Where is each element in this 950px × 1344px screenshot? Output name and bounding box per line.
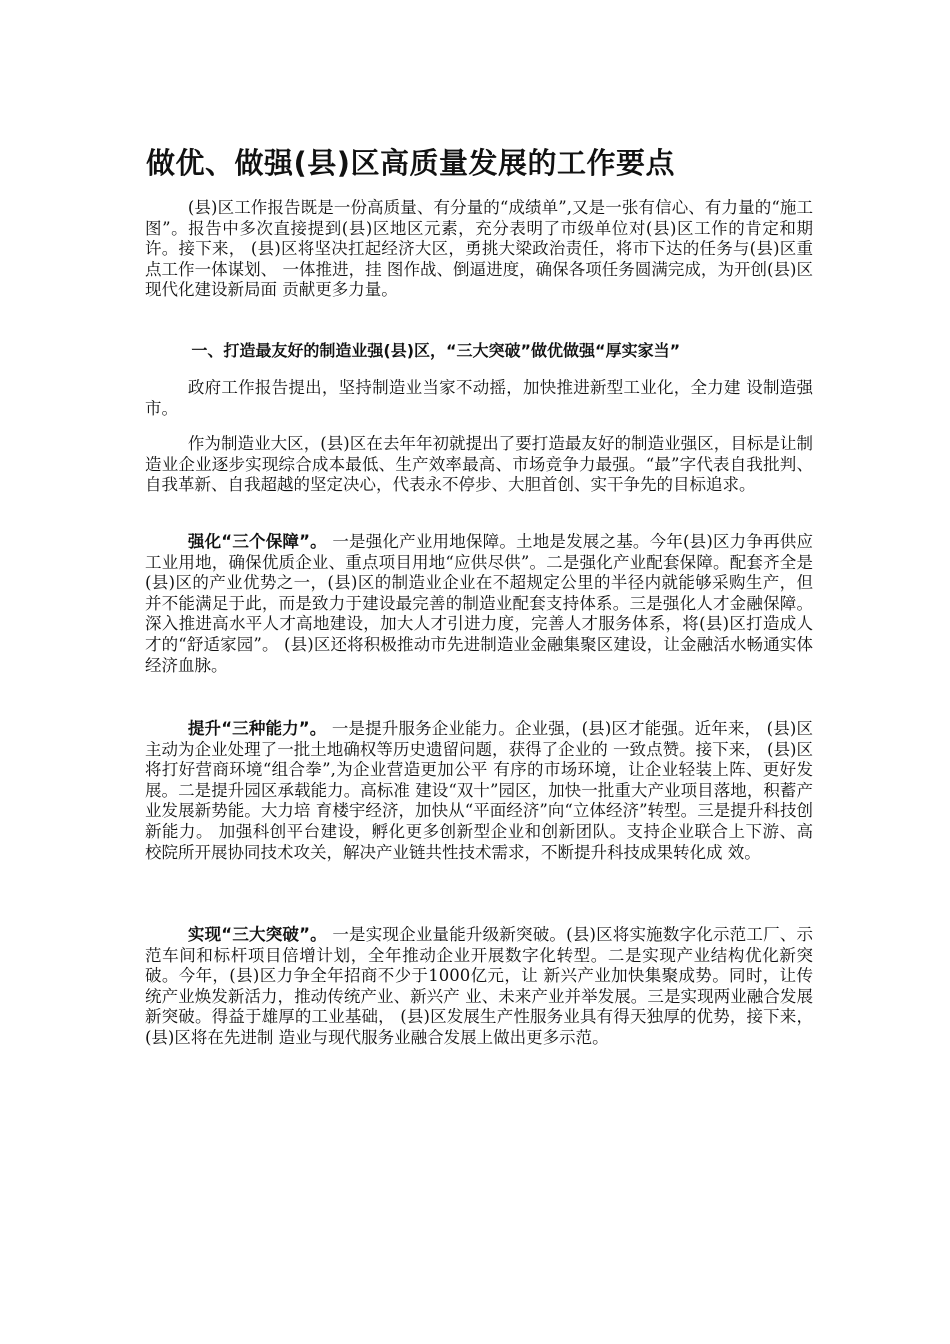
- intro-paragraph: (县)区工作报告既是一份高质量、有分量的“成绩单”,又是一张有信心、有力量的“施工图”。报告中多次直接提到(县)区地区元素，充分表明了市级单位对(县)区工作的肯定和期许。接下来， (县)区将坚决扛起经济大区，勇挑大梁政治责任，将市下达的任务与(县)区重点工作一体谋划、 一体推进，挂 图作战、倒逼进度，确保各项任务圆满完成，为开创(县)区现代化建设新局面 贡献更多力量。: [145, 198, 813, 300]
- paragraph-three-abilities: [145, 719, 813, 863]
- paragraph-body: 一是实现企业量能升级新突破。(县)区将实施数字化示范工厂、示范车间和标杆项目倍增计划，全年推动企业开展数字化转型。二是实现产业结构优化新突破。今年，(县)区力争全年招商不少于1000亿元，让 新兴产业加快集聚成势。同时，让传统产业焕发新活力，推动传统产业、新兴产 业、未来产业并举发展。三是实现两业融合发展新突破。得益于雄厚的工业基础， (县)区发展生产性服务业具有得天独厚的优势，接下来，(县)区将在先进制 造业与现代服务业融合发展上做出更多示范。: [145, 925, 813, 1047]
- paragraph-policy: 政府工作报告提出，坚持制造业当家不动摇，加快推进新型工业化，全力建 设制造强市。: [145, 378, 813, 418]
- paragraph-manufacturing-goal: 作为制造业大区，(县)区在去年年初就提出了要打造最友好的制造业强区，目标是让制造业企业逐步实现综合成本最低、生产效率最高、市场竞争力最强。“最”字代表自我批判、自我革新、自我超越的坚定决心，代表永不停步、大胆首创、实干争先的目标追求。: [145, 434, 813, 495]
- document-title: 做优、做强(县)区高质量发展的工作要点: [146, 146, 676, 180]
- section-heading: 一、打造最友好的制造业强(县)区，“三大突破”做优做强“厚实家当”: [191, 341, 681, 360]
- paragraph-three-breakthroughs: [145, 925, 813, 1049]
- paragraph-lead: 强化“三个保障”。: [187, 532, 327, 551]
- paragraph-three-guarantees: [145, 532, 813, 676]
- paragraph-body: 一是提升服务企业能力。企业强，(县)区才能强。近年来， (县)区主动为企业处理了一批土地确权等历史遗留问题，获得了企业的 一致点赞。接下来， (县)区将打好营商环境“组合拳”,为企业营造更加公平 有序的市场环境，让企业轻装上阵、更好发展。二是提升园区承载能力。高标准 建设“双十”园区，加快一批重大产业项目落地，积蓄产业发展新势能。大力培 育楼宇经济，加快从“平面经济”向“立体经济”转型。三是提升科技创新能力。 加强科创平台建设，孵化更多创新型企业和创新团队。支持企业联合上下游、高 校院所开展协同技术攻关，解决产业链共性技术需求，不断提升科技成果转化成 效。: [145, 719, 813, 862]
- paragraph-body: 一是强化产业用地保障。土地是发展之基。今年(县)区力争再供应工业用地，确保优质企业、重点项目用地“应供尽供”。二是强化产业配套保障。配套齐全是(县)区的产业优势之一，(县)区的制造业企业在不超规定公里的半径内就能够采购生产，但并不能满足于此，而是致力于建设最完善的制造业配套支持体系。三是强化人才金融保障。深入推进高水平人才高地建设，加大人才引进力度，完善人才服务体系，将(县)区打造成人才的“舒适家园”。 (县)区还将积极推动市先进制造业金融集聚区建设，让金融活水畅通实体经济血脉。: [145, 532, 813, 675]
- paragraph-lead: 提升“三种能力”。: [187, 719, 327, 738]
- paragraph-lead: 实现“三大突破”。: [187, 925, 327, 944]
